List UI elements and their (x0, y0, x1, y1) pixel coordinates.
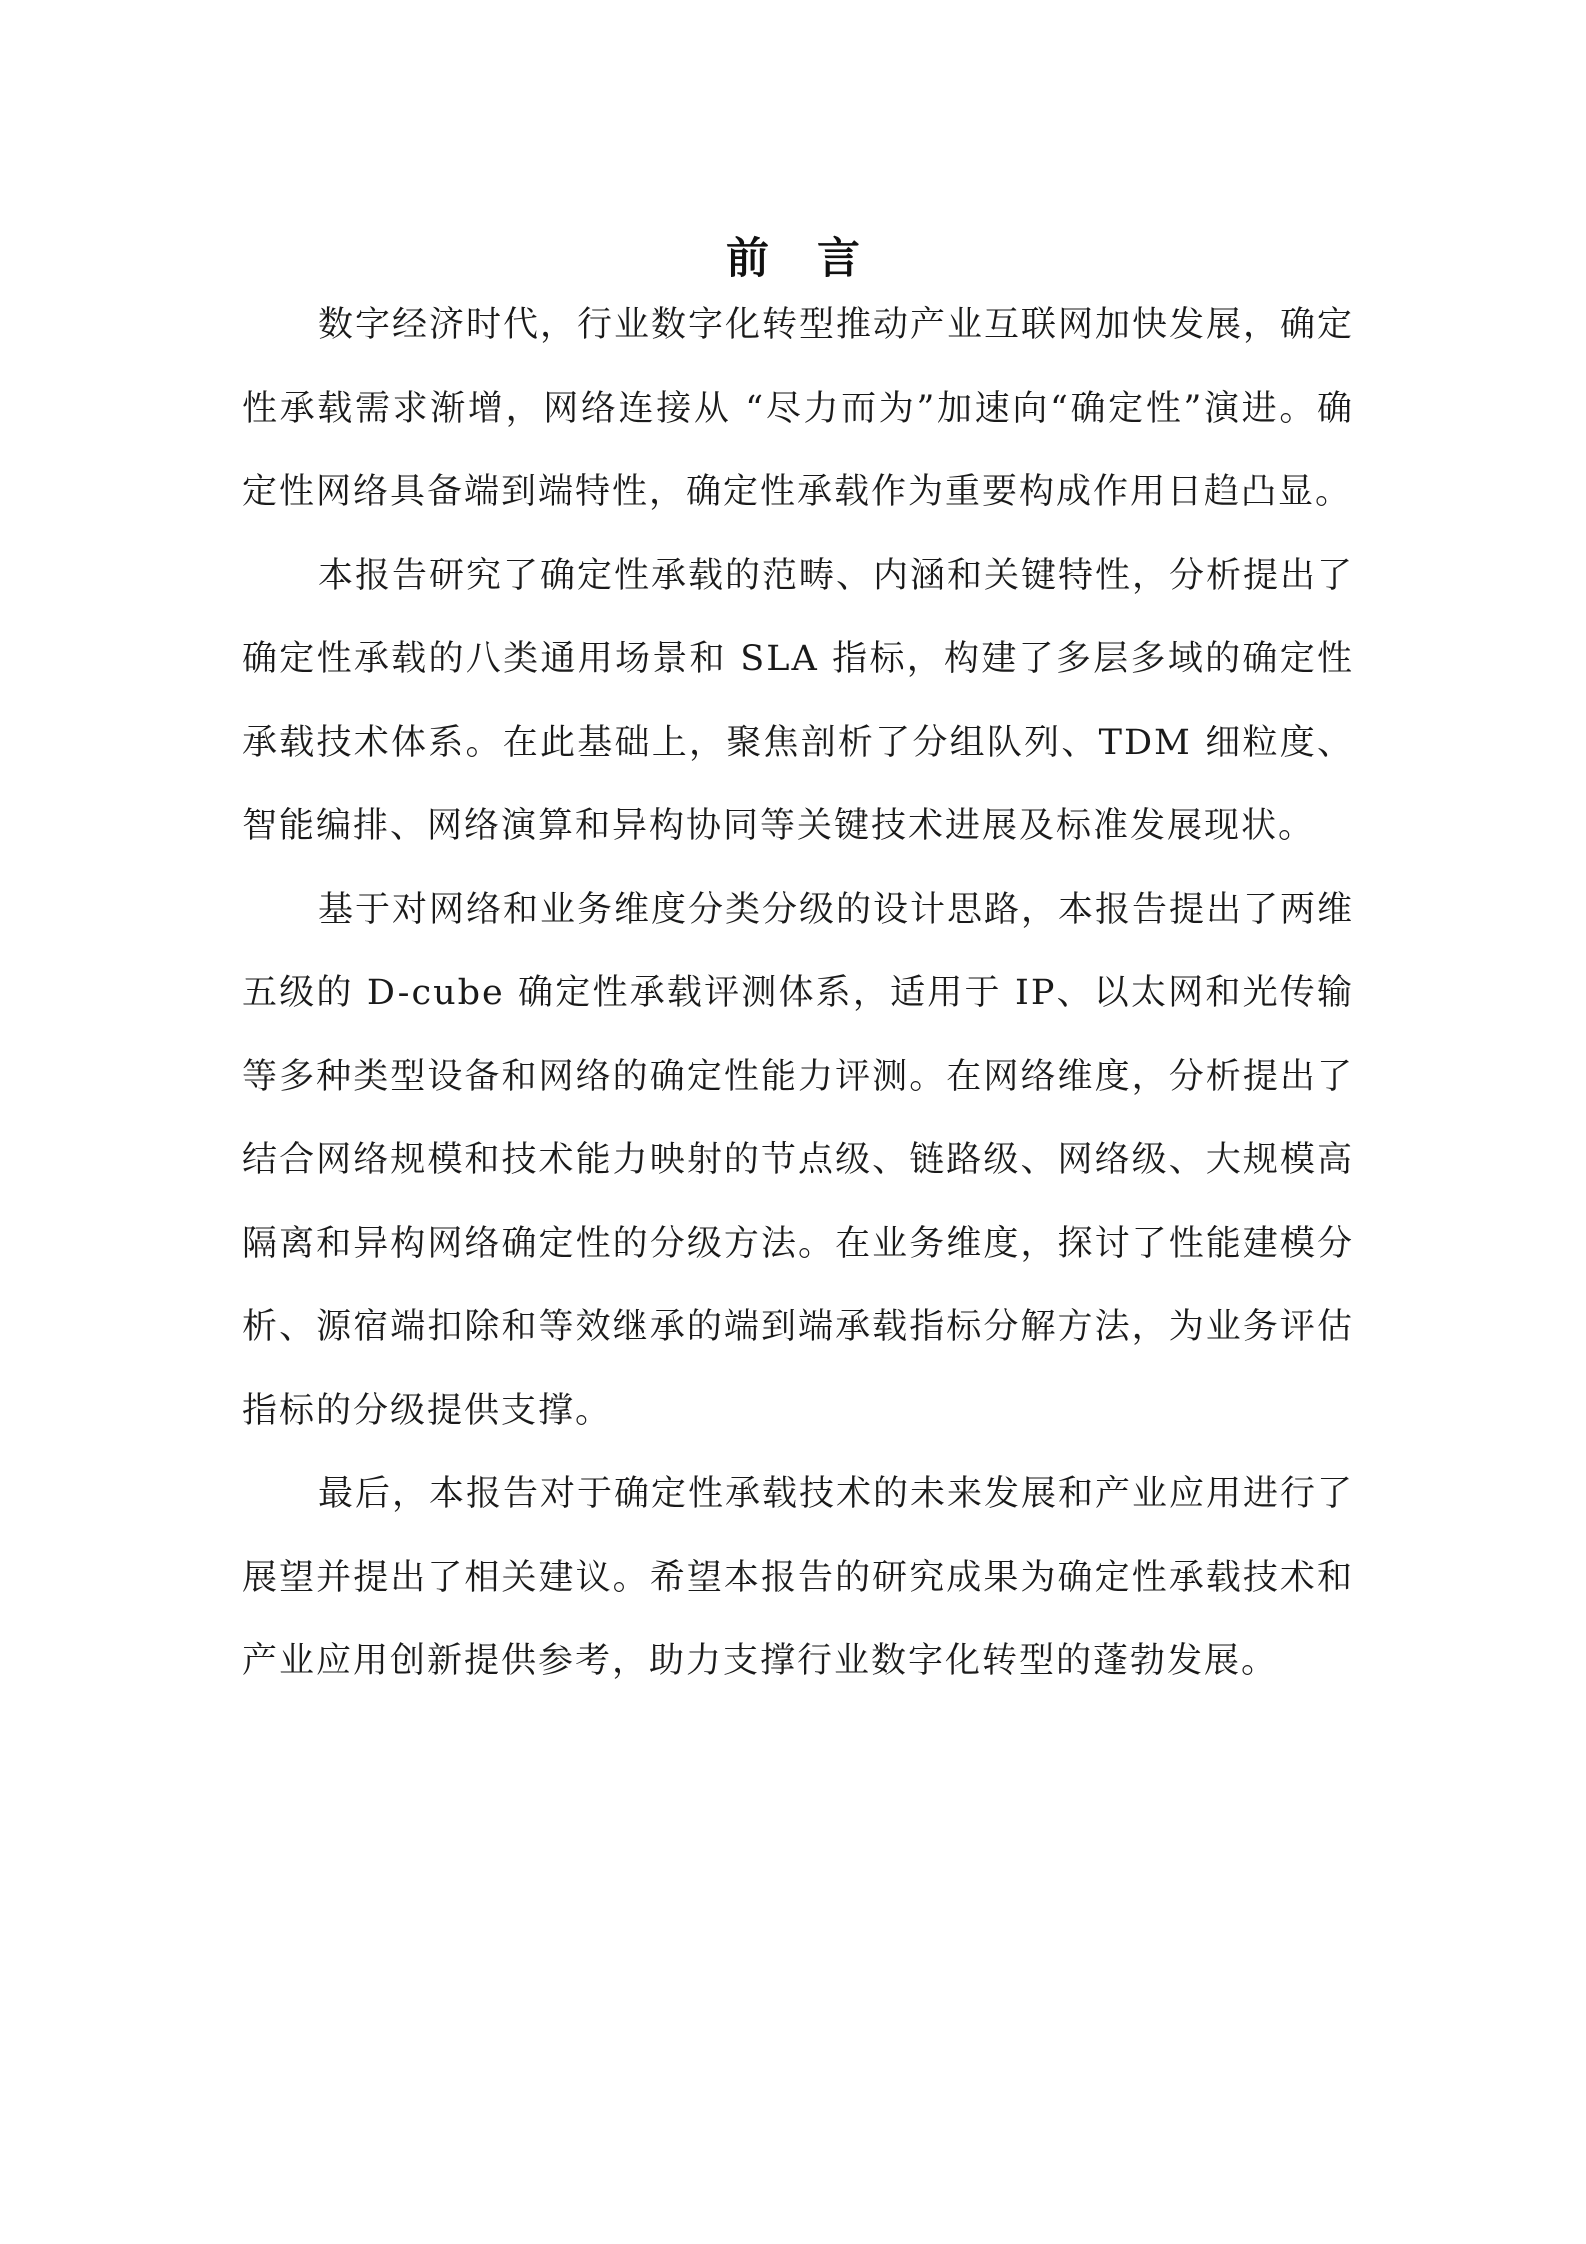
preface-body (242, 284, 1354, 1704)
paragraph-intro: 数字经济时代，行业数字化转型推动产业互联网加快发展，确定性承载需求渐增，网络连接从 “尽力而为”加速向“确定性”演进。确定性网络具备端到端特性，确定性承载作为重要构成作用日趋凸显。 (242, 305, 1355, 512)
paragraph-outlook: 最后，本报告对于确定性承载技术的未来发展和产业应用进行了展望并提出了相关建议。希望本报告的研究成果为确定性承载技术和产业应用创新提供参考，助力支撑行业数字化转型的蓬勃发展。 (242, 1474, 1355, 1681)
paragraph-research-scope: 本报告研究了确定性承载的范畴、内涵和关键特性，分析提出了确定性承载的八类通用场景和 SLA 指标，构建了多层多域的确定性承载技术体系。在此基础上，聚焦剖析了分组队列、TDM 细粒度、智能编排、网络演算和异构协同等关键技术进展及标准发展现状。 (242, 555, 1355, 846)
page-title: 前言 (726, 233, 908, 284)
paragraph-evaluation-system: 基于对网络和业务维度分类分级的设计思路，本报告提出了两维五级的 D-cube 确定性承载评测体系，适用于 IP、以太网和光传输等多种类型设备和网络的确定性能力评测。在网络维度，分析提出了结合网络规模和技术能力映射的节点级、链路级、网络级、大规模高隔离和异构网络确定性的分级方法。在业务维度，探讨了性能建模分析、源宿端扣除和等效继承的端到端承载指标分解方法，为业务评估指标的分级提供支撑。 (242, 889, 1355, 1431)
